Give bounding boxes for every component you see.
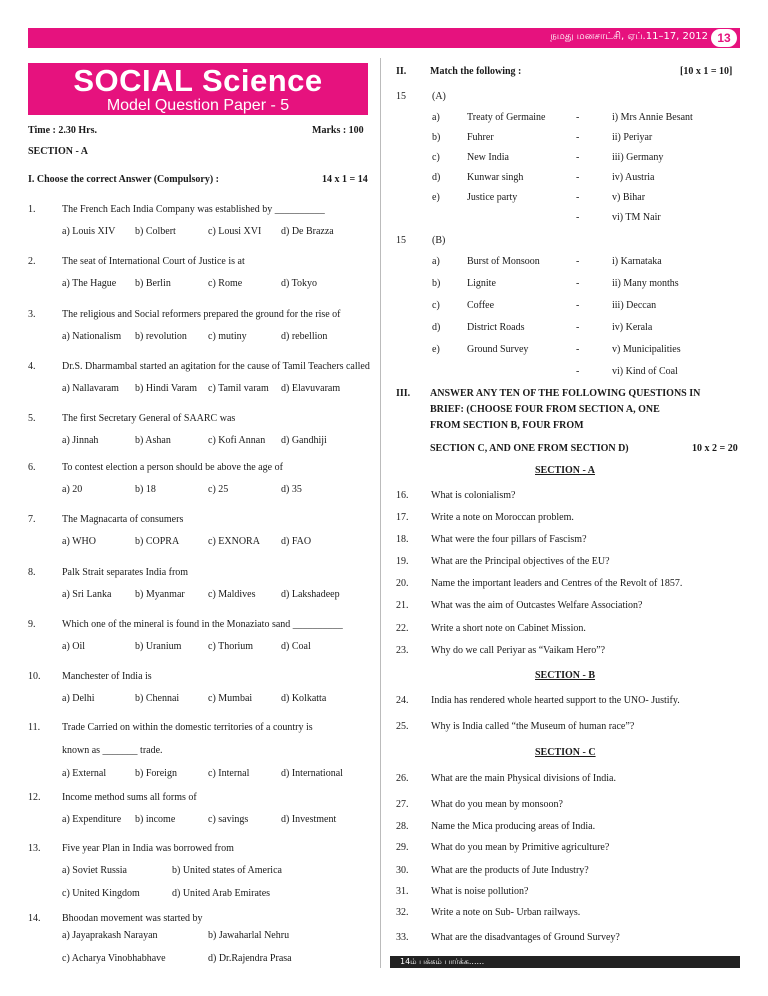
question-number: 4.: [28, 361, 36, 372]
q15b-tag: (B): [432, 235, 446, 246]
question-number: 29.: [396, 842, 409, 853]
option: a) Oil: [62, 641, 86, 652]
header-bar: [28, 28, 740, 48]
match-dash: -: [576, 278, 580, 289]
match-key: d): [432, 322, 441, 333]
question-number: 30.: [396, 865, 409, 876]
question-number: 18.: [396, 534, 409, 545]
question-number: 9.: [28, 619, 36, 630]
question-text: Five year Plan in India was borrowed from: [62, 843, 234, 854]
question-number: 31.: [396, 886, 409, 897]
question-number: 17.: [396, 512, 409, 523]
option: c) mutiny: [208, 331, 247, 342]
option: d) Lakshadeep: [281, 589, 340, 600]
time-label: Time : 2.30 Hrs.: [28, 125, 97, 136]
option: d) Gandhiji: [281, 435, 327, 446]
option: c) Internal: [208, 768, 250, 779]
question-text: What was the aim of Outcastes Welfare Association?: [431, 600, 643, 611]
page-number: 13: [711, 29, 737, 47]
option: a) Soviet Russia: [62, 865, 127, 876]
option: d) 35: [281, 484, 302, 495]
question-text: The religious and Social reformers prepared the ground for the rise of: [62, 309, 341, 320]
option: d) Coal: [281, 641, 311, 652]
option: a) External: [62, 768, 107, 779]
question-number: 8.: [28, 567, 36, 578]
option: c) Kofi Annan: [208, 435, 266, 446]
option: a) The Hague: [62, 278, 117, 289]
q15a-tag: (A): [432, 91, 446, 102]
title-box: [28, 63, 368, 115]
match-key: c): [432, 152, 440, 163]
option: c) savings: [208, 814, 249, 825]
question-text-cont: known as _______ trade.: [62, 745, 163, 756]
question-number: 20.: [396, 578, 409, 589]
question-number: 6.: [28, 462, 36, 473]
question-text: What are the main Physical divisions of India.: [431, 773, 616, 784]
sub-section-a: SECTION - A: [535, 465, 596, 476]
section-iii-heading-4: SECTION C, AND ONE FROM SECTION D): [430, 443, 629, 454]
section-iii-heading-1: ANSWER ANY TEN OF THE FOLLOWING QUESTIONS IN: [430, 388, 701, 399]
question-text: Income method sums all forms of: [62, 792, 197, 803]
question-number: 26.: [396, 773, 409, 784]
match-dash: -: [576, 300, 580, 311]
question-number: 10.: [28, 671, 41, 682]
question-text: Write a note on Sub- Urban railways.: [431, 907, 581, 918]
question-text: Why do we call Periyar as “Vaikam Hero”?: [431, 645, 606, 656]
option: c) Rome: [208, 278, 243, 289]
match-dash: -: [576, 366, 580, 377]
match-right: i) Karnataka: [612, 256, 662, 267]
question-text: What do you mean by monsoon?: [431, 799, 563, 810]
option: b) COPRA: [135, 536, 180, 547]
option: c) 25: [208, 484, 229, 495]
option: a) Delhi: [62, 693, 95, 704]
question-number: 14.: [28, 913, 41, 924]
question-text: To contest election a person should be above the age of: [62, 462, 283, 473]
option: a) Jayaprakash Narayan: [62, 930, 158, 941]
option: d) De Brazza: [281, 226, 334, 237]
title-sub: Model Question Paper - 5: [106, 97, 290, 114]
q15b-number: 15: [396, 235, 406, 246]
option: d) Elavuvaram: [281, 383, 341, 394]
section-a-marks: 14 x 1 = 14: [322, 174, 368, 185]
option: c) Tamil varam: [208, 383, 269, 394]
question-number: 21.: [396, 600, 409, 611]
section-a-label: SECTION - A: [28, 146, 89, 157]
option: c) Maldives: [208, 589, 256, 600]
question-number: 22.: [396, 623, 409, 634]
question-text: Palk Strait separates India from: [62, 567, 189, 578]
match-right: ii) Periyar: [612, 132, 653, 143]
section-iii-label: III.: [396, 388, 411, 399]
question-text: Name the Mica producing areas of India.: [431, 821, 596, 832]
match-right: iv) Kerala: [612, 322, 653, 333]
match-left: Ground Survey: [467, 344, 529, 355]
question-number: 3.: [28, 309, 36, 320]
option: b) Berlin: [135, 278, 171, 289]
sub-section-c: SECTION - C: [535, 747, 596, 758]
option: b) Chennai: [135, 693, 180, 704]
match-left: Treaty of Germaine: [467, 112, 546, 123]
section-ii-label: II.: [396, 66, 407, 77]
option: c) Thorium: [208, 641, 254, 652]
section-a-heading: I. Choose the correct Answer (Compulsory) :: [28, 174, 219, 185]
question-number: 2.: [28, 256, 36, 267]
match-left: Fuhrer: [467, 132, 494, 143]
match-dash: -: [576, 322, 580, 333]
match-key: c): [432, 300, 440, 311]
header-text: நமது மனசாட்சி, ஏப்.11–17, 2012: [550, 31, 708, 42]
question-text: What is noise pollution?: [431, 886, 529, 897]
option: b) 18: [135, 484, 156, 495]
match-key: d): [432, 172, 441, 183]
match-left: District Roads: [467, 322, 525, 333]
option: b) Hindi Varam: [135, 383, 198, 394]
match-key: e): [432, 344, 440, 355]
match-key: a): [432, 256, 440, 267]
match-right: i) Mrs Annie Besant: [612, 112, 693, 123]
question-number: 24.: [396, 695, 409, 706]
option: a) Nallavaram: [62, 383, 119, 394]
match-left: Burst of Monsoon: [467, 256, 540, 267]
question-number: 11.: [28, 722, 41, 733]
question-text: The first Secretary General of SAARC was: [62, 413, 236, 424]
question-number: 7.: [28, 514, 36, 525]
match-left: Justice party: [467, 192, 518, 203]
option: a) Louis XIV: [62, 226, 116, 237]
question-text: The French Each India Company was established by __________: [62, 204, 325, 215]
question-number: 33.: [396, 932, 409, 943]
q15a-number: 15: [396, 91, 406, 102]
question-number: 25.: [396, 721, 409, 732]
question-text: Trade Carried on within the domestic territories of a country is: [62, 722, 313, 733]
match-right: v) Bihar: [612, 192, 646, 203]
option: d) FAO: [281, 536, 312, 547]
match-key: e): [432, 192, 440, 203]
match-dash: -: [576, 192, 580, 203]
option: c) Acharya Vinobhabhave: [62, 953, 166, 964]
question-text: What are the disadvantages of Ground Survey?: [431, 932, 620, 943]
option: a) Sri Lanka: [62, 589, 112, 600]
option: d) Tokyo: [281, 278, 318, 289]
option: b) Ashan: [135, 435, 171, 446]
question-text: Which one of the mineral is found in the Monaziato sand __________: [62, 619, 343, 630]
question-text: The Magnacarta of consumers: [62, 514, 184, 525]
match-right: ii) Many months: [612, 278, 679, 289]
match-right: iv) Austria: [612, 172, 655, 183]
title-main: SOCIAL Science: [73, 63, 323, 98]
question-text: Bhoodan movement was started by: [62, 913, 203, 924]
option: c) EXNORA: [208, 536, 260, 547]
option: a) WHO: [62, 536, 96, 547]
option: c) Lousi XVI: [208, 226, 262, 237]
match-dash: -: [576, 112, 580, 123]
question-text: Why is India called “the Museum of human race”?: [431, 721, 635, 732]
match-dash: -: [576, 344, 580, 355]
option: b) Foreign: [135, 768, 177, 779]
question-number: 27.: [396, 799, 409, 810]
option: b) United states of America: [172, 865, 282, 876]
match-right: iii) Germany: [612, 152, 664, 163]
question-number: 12.: [28, 792, 41, 803]
section-iii-heading-2: BRIEF: (CHOOSE FOUR FROM SECTION A, ONE: [430, 404, 660, 415]
match-right: v) Municipalities: [612, 344, 681, 355]
question-number: 13.: [28, 843, 41, 854]
option: d) Dr.Rajendra Prasa: [208, 953, 292, 964]
option: c) Mumbai: [208, 693, 253, 704]
column-divider: [380, 58, 381, 968]
question-number: 32.: [396, 907, 409, 918]
question-text: Write a note on Moroccan problem.: [431, 512, 574, 523]
option: b) Jawaharlal Nehru: [208, 930, 290, 941]
option: d) rebellion: [281, 331, 328, 342]
option: d) Investment: [281, 814, 337, 825]
option: d) International: [281, 768, 343, 779]
question-text: What were the four pillars of Fascism?: [431, 534, 587, 545]
marks-label: Marks : 100: [312, 125, 364, 136]
question-number: 1.: [28, 204, 36, 215]
match-right: vi) TM Nair: [612, 212, 661, 223]
match-dash: -: [576, 152, 580, 163]
section-iii-marks: 10 x 2 = 20: [692, 443, 738, 454]
question-text: India has rendered whole hearted support to the UNO- Justify.: [431, 695, 680, 706]
option: d) United Arab Emirates: [172, 888, 271, 899]
sub-section-b: SECTION - B: [535, 670, 596, 681]
option: d) Kolkatta: [281, 693, 327, 704]
match-key: b): [432, 278, 441, 289]
match-dash: -: [576, 212, 580, 223]
question-number: 19.: [396, 556, 409, 567]
match-right: vi) Kind of Coal: [612, 366, 678, 377]
question-text: What are the Principal objectives of the EU?: [431, 556, 610, 567]
option: b) Colbert: [135, 226, 176, 237]
option: a) Nationalism: [62, 331, 122, 342]
match-left: New India: [467, 152, 509, 163]
footer-text: 14ம் பக்கம் பார்க்க......: [400, 957, 485, 966]
option: b) revolution: [135, 331, 187, 342]
match-key: a): [432, 112, 440, 123]
match-left: Coffee: [467, 300, 495, 311]
question-number: 16.: [396, 490, 409, 501]
match-key: b): [432, 132, 441, 143]
question-text: Write a short note on Cabinet Mission.: [431, 623, 586, 634]
match-right: iii) Deccan: [612, 300, 657, 311]
question-text: What are the products of Jute Industry?: [431, 865, 589, 876]
section-iii-heading-3: FROM SECTION B, FOUR FROM: [430, 420, 584, 431]
match-dash: -: [576, 256, 580, 267]
option: a) 20: [62, 484, 83, 495]
match-dash: -: [576, 172, 580, 183]
question-text: The seat of International Court of Justice is at: [62, 256, 245, 267]
question-text: Name the important leaders and Centres of the Revolt of 1857.: [431, 578, 683, 589]
match-dash: -: [576, 132, 580, 143]
option: b) income: [135, 814, 176, 825]
question-number: 23.: [396, 645, 409, 656]
footer-bar: [390, 956, 740, 968]
option: b) Myanmar: [135, 589, 185, 600]
option: a) Jinnah: [62, 435, 99, 446]
section-ii-marks: [10 x 1 = 10]: [680, 66, 733, 77]
match-left: Kunwar singh: [467, 172, 524, 183]
match-left: Lignite: [467, 278, 496, 289]
question-text: What do you mean by Primitive agriculture?: [431, 842, 610, 853]
question-text: Manchester of India is: [62, 671, 152, 682]
option: a) Expenditure: [62, 814, 122, 825]
question-number: 5.: [28, 413, 36, 424]
question-text: Dr.S. Dharmambal started an agitation for the cause of Tamil Teachers called: [62, 361, 370, 372]
question-number: 28.: [396, 821, 409, 832]
option: b) Uranium: [135, 641, 182, 652]
question-text: What is colonialism?: [431, 490, 516, 501]
option: c) United Kingdom: [62, 888, 140, 899]
section-ii-heading: Match the following :: [430, 66, 522, 77]
